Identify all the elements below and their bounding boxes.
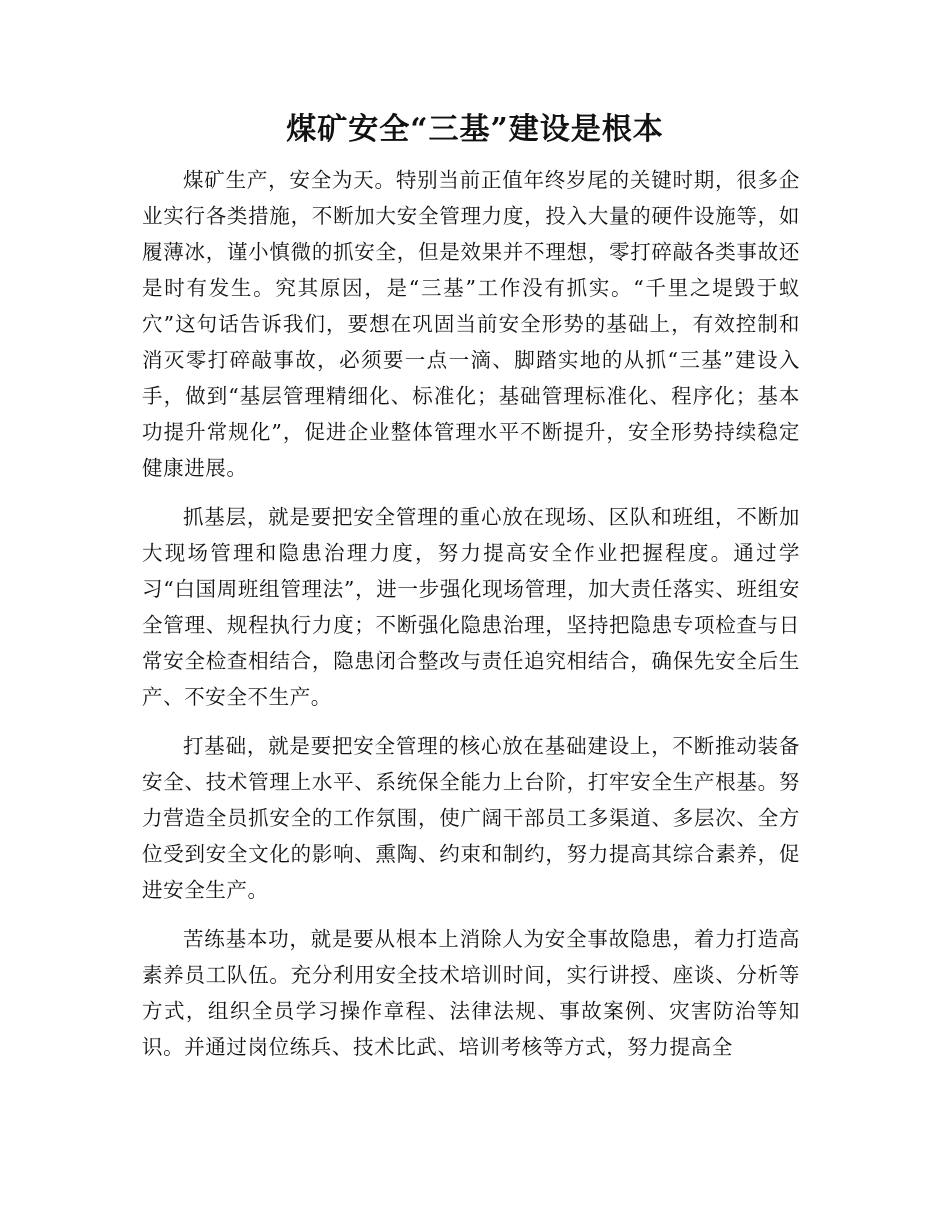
paragraph-intro: 煤矿生产，安全为天。特别当前正值年终岁尾的关键时期，很多企业实行各类措施，不断加大安全管理力度，投入大量的硬件设施等，如履薄冰，谨小慎微的抓安全，但是效果并不理想，零打碎敲各类事故还是时有发生。究其原因，是“三基”工作没有抓实。“千里之堤毁于蚁穴”这句话告诉我们，要想在巩固当前安全形势的基础上，有效控制和消灭零打碎敲事故，必须要一点一滴、脚踏实地的从抓“三基”建设入手，做到“基层管理精细化、标准化；基础管理标准化、程序化；基本功提升常规化”，促进企业整体管理水平不断提升，安全形势持续稳定健康进展。 <box>142 168 800 480</box>
paragraph-grassroots: 抓基层，就是要把安全管理的重心放在现场、区队和班组，不断加大现场管理和隐患治理力度，努力提高安全作业把握程度。通过学习“白国周班组管理法”，进一步强化现场管理，加大责任落实、班组安全管理、规程执行力度；不断强化隐患治理，坚持把隐患专项检查与日常安全检查相结合，隐患闭合整改与责任追究相结合，确保先安全后生产、不安全不生产。 <box>142 505 800 709</box>
paragraph-basic-skills: 苦练基本功，就是要从根本上消除人为安全事故隐患，着力打造高素养员工队伍。充分利用安全技术培训时间，实行讲授、座谈、分析等方式，组织全员学习操作章程、法律法规、事故案例、灾害防治等知识。并通过岗位练兵、技术比武、培训考核等方式，努力提高全 <box>142 927 800 1059</box>
document-title: 煤矿安全“三基”建设是根本 <box>286 112 664 147</box>
document-body <box>142 162 800 1078</box>
paragraph-foundation: 打基础，就是要把安全管理的核心放在基础建设上，不断推动装备安全、技术管理上水平、系统保全能力上台阶，打牢安全生产根基。努力营造全员抓安全的工作氛围，使广阔干部员工多渠道、多层次、全方位受到安全文化的影响、熏陶、约束和制约，努力提高其综合素养，促进安全生产。 <box>142 734 800 902</box>
